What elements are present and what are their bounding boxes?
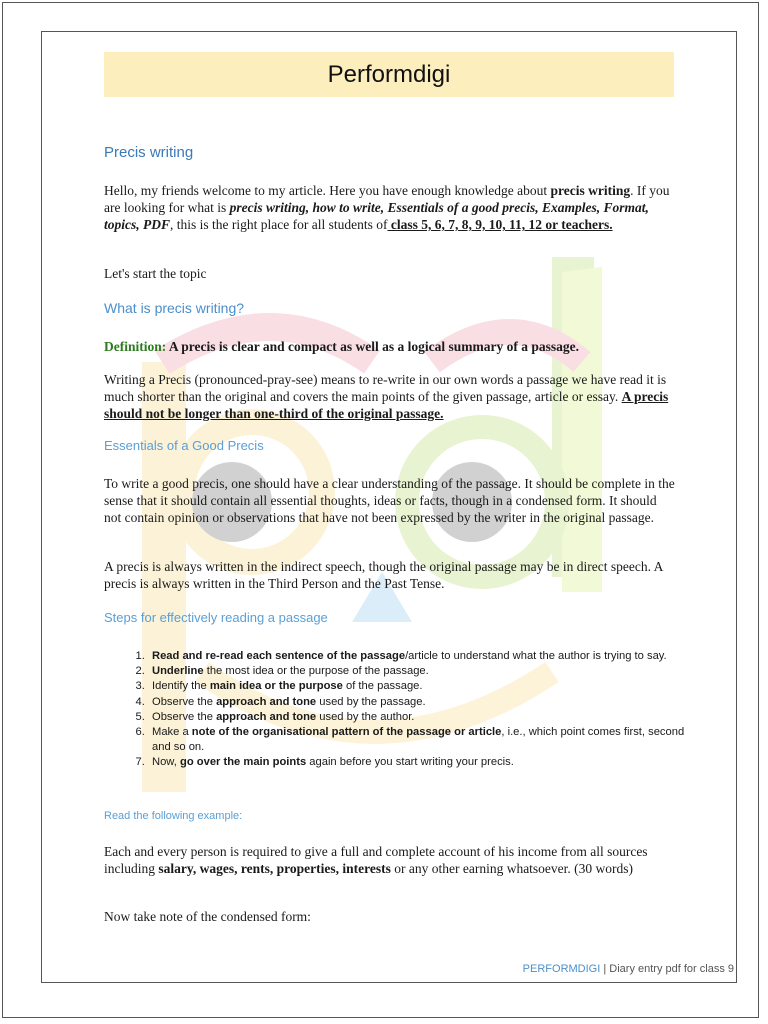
document-page	[41, 31, 737, 983]
intro-paragraph: Hello, my friends welcome to my article. Here you have enough knowledge about precis writing. If you are looking for what is precis writing, how to write, Essentials of a good precis, Examples, Format, topics, PDF, this is the right place for all students of class 5, 6, 7, 8, 9, 10, 11, 12 or teachers.	[104, 183, 670, 232]
essentials-paragraph-2: A precis is always written in the indirect speech, though the original passage may be in direct speech. A precis is always written in the Third Person and the Past Tense.	[104, 559, 663, 591]
heading-essentials: Essentials of a Good Precis	[104, 438, 264, 453]
step-item: 1. Read and re-read each sentence of the passage/article to understand what the author is trying to say.	[148, 649, 688, 664]
precis-meaning-paragraph: Writing a Precis (pronounced-pray-see) means to re-write in our own words a passage we have read it is much shorter than the original and covers the main points of the given passage, article or essay. A precis should not be longer than one-third of the original passage.	[104, 372, 669, 421]
heading-what-is-precis: What is precis writing?	[104, 300, 245, 316]
step-item: 4. Observe the approach and tone used by the passage.	[148, 695, 688, 710]
page-footer	[523, 963, 734, 975]
start-topic-text: Let's start the topic	[104, 266, 207, 281]
page-title: Performdigi	[327, 60, 451, 88]
step-item: 6. Make a note of the organisational pattern of the passage or article, i.e., which point comes first, second and so on.	[148, 725, 688, 755]
step-item: 5. Observe the approach and tone used by the author.	[148, 710, 688, 725]
step-item: 7. Now, go over the main points again before you start writing your precis.	[148, 755, 688, 770]
heading-example: Read the following example:	[104, 810, 243, 822]
definition-paragraph	[104, 338, 676, 355]
step-item: 2. Underline the most idea or the purpose of the passage.	[148, 664, 688, 679]
essentials-paragraph-1: To write a good precis, one should have a clear understanding of the passage. It should be complete in the sense that it should contain all essential thoughts, ideas or facts, though in a condensed form. It should not contain opinion or observations that have not been expressed by the writer in the original passage.	[104, 476, 675, 525]
example-paragraph: Each and every person is required to give a full and complete account of his income from all sources including salary, wages, rents, properties, interests or any other earning whatsoever. (30 words)	[104, 844, 648, 876]
heading-precis-writing: Precis writing	[104, 144, 194, 161]
footer-text: Diary entry pdf for class 9	[609, 963, 734, 975]
steps-list	[122, 649, 688, 771]
step-item: 3. Identify the main idea or the purpose of the passage.	[148, 679, 688, 694]
footer-brand: PERFORMDIGI	[522, 963, 601, 975]
condensed-form-text: Now take note of the condensed form:	[104, 909, 311, 924]
footer-separator: |	[600, 963, 610, 975]
definition-label: Definition:	[104, 339, 167, 354]
page-content	[42, 32, 737, 983]
heading-steps: Steps for effectively reading a passage	[104, 610, 328, 625]
title-banner	[104, 52, 674, 97]
definition-text: A precis is clear and compact as well as a logical summary of a passage.	[166, 339, 579, 354]
